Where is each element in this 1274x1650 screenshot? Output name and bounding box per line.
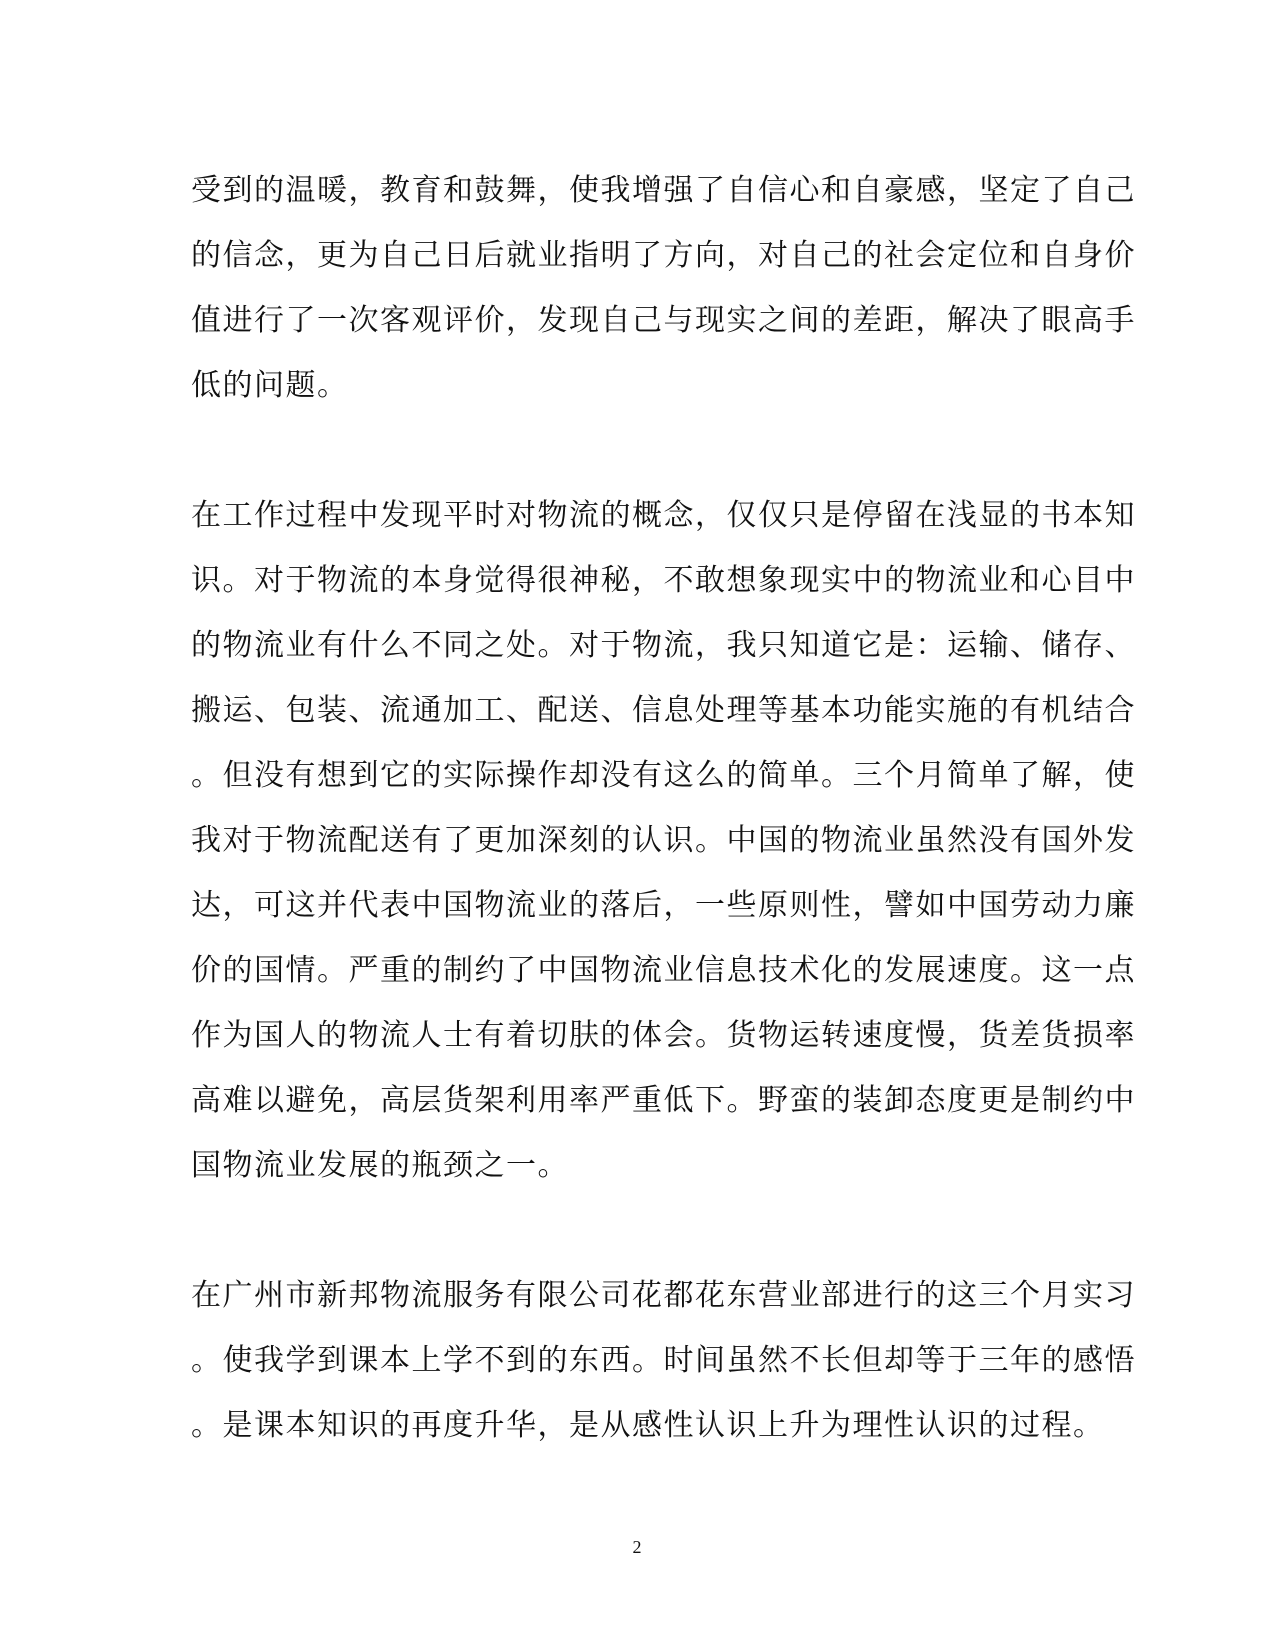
text-line: 国物流业发展的瓶颈之一。 xyxy=(191,1148,569,1183)
text-line: 高难以避免，高层货架利用率严重低下。野蛮的装卸态度更是制约中 xyxy=(191,1083,1136,1118)
text-line: 值进行了一次客观评价，发现自己与现实之间的差距，解决了眼高手 xyxy=(191,303,1136,338)
text-line: 的物流业有什么不同之处。对于物流，我只知道它是：运输、储存、 xyxy=(191,628,1136,663)
text-line: 作为国人的物流人士有着切肤的体会。货物运转速度慢，货差货损率 xyxy=(191,1018,1136,1053)
text-line: 。是课本知识的再度升华，是从感性认识上升为理性认识的过程。 xyxy=(191,1408,1105,1443)
page-number: 2 xyxy=(632,1537,642,1557)
text-line: 我对于物流配送有了更加深刻的认识。中国的物流业虽然没有国外发 xyxy=(191,823,1136,858)
text-line: 识。对于物流的本身觉得很神秘，不敢想象现实中的物流业和心目中 xyxy=(191,563,1136,598)
text-line: 。使我学到课本上学不到的东西。时间虽然不长但却等于三年的感悟 xyxy=(191,1343,1136,1378)
paragraph-3 xyxy=(191,1263,1136,1458)
paragraph-1 xyxy=(191,158,1136,418)
text-line: 搬运、包装、流通加工、配送、信息处理等基本功能实施的有机结合 xyxy=(191,693,1136,728)
text-line: 达，可这并代表中国物流业的落后，一些原则性，譬如中国劳动力廉 xyxy=(191,888,1136,923)
text-line: 在工作过程中发现平时对物流的概念，仅仅只是停留在浅显的书本知 xyxy=(191,498,1136,533)
text-line: 价的国情。严重的制约了中国物流业信息技术化的发展速度。这一点 xyxy=(191,953,1136,988)
text-line: 。但没有想到它的实际操作却没有这么的简单。三个月简单了解，使 xyxy=(191,758,1136,793)
text-line: 受到的温暖，教育和鼓舞，使我增强了自信心和自豪感，坚定了自己 xyxy=(191,173,1136,208)
text-line: 在广州市新邦物流服务有限公司花都花东营业部进行的这三个月实习 xyxy=(191,1278,1136,1313)
text-line: 的信念，更为自己日后就业指明了方向，对自己的社会定位和自身价 xyxy=(191,238,1136,273)
paragraph-2 xyxy=(191,483,1136,1198)
text-line: 低的问题。 xyxy=(191,368,349,403)
